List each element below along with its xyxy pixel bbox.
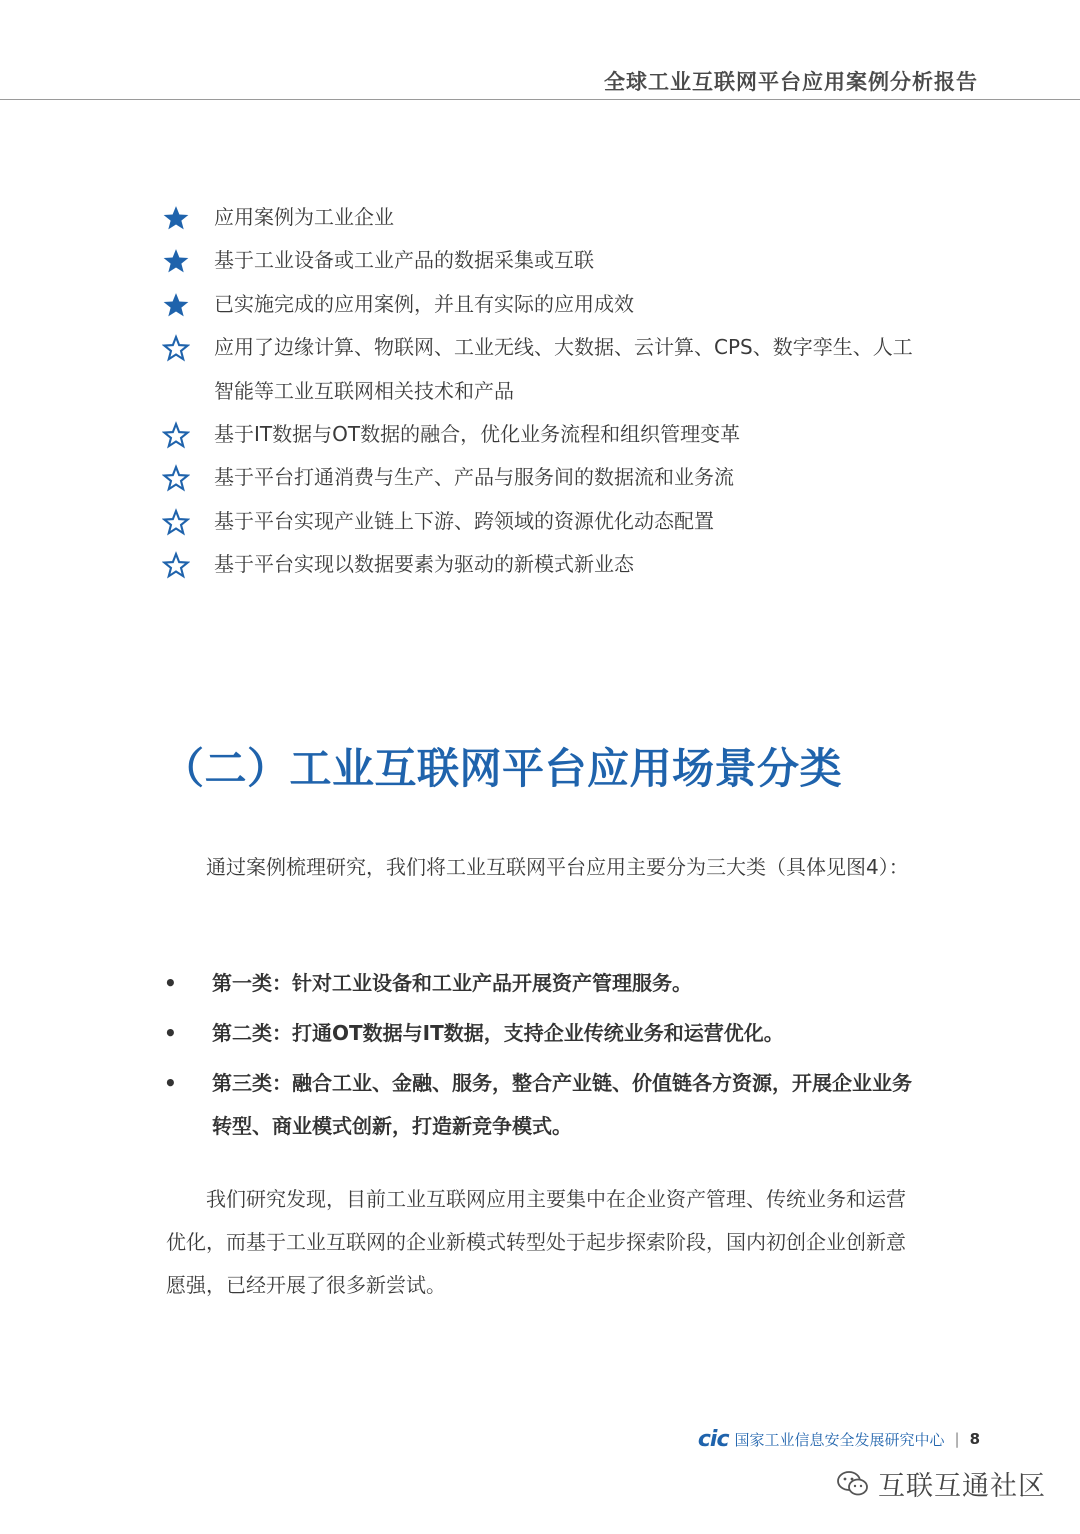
criteria-text: 已实施完成的应用案例，并且有实际的应用成效 bbox=[214, 291, 634, 316]
criteria-text: 基于IT数据与OT数据的融合，优化业务流程和组织管理变革 bbox=[214, 422, 741, 447]
page-number: 8 bbox=[969, 1430, 980, 1448]
report-title: 全球工业互联网平台应用案例分析报告 bbox=[604, 70, 978, 94]
section-heading: （二）工业互联网平台应用场景分类 bbox=[162, 744, 843, 793]
criteria-text: 应用案例为工业企业 bbox=[214, 205, 394, 229]
criteria-item bbox=[162, 283, 922, 326]
criteria-item bbox=[162, 413, 922, 456]
filled-star-icon bbox=[162, 247, 190, 275]
footer-separator: | bbox=[954, 1430, 960, 1448]
category-list bbox=[162, 962, 922, 1155]
outline-star-icon bbox=[162, 421, 190, 449]
header-divider bbox=[0, 99, 1080, 100]
bullet-dot: • bbox=[164, 1021, 177, 1045]
criteria-item bbox=[162, 239, 922, 282]
category-item bbox=[162, 962, 922, 1005]
criteria-item bbox=[162, 456, 922, 499]
category-text: 第一类：针对工业设备和工业产品开展资产管理服务。 bbox=[212, 971, 692, 995]
wechat-icon bbox=[836, 1470, 870, 1498]
page-footer bbox=[698, 1424, 980, 1454]
cic-logo: cic bbox=[697, 1426, 729, 1452]
organization-name: 国家工业信息安全发展研究中心 bbox=[734, 1430, 945, 1449]
watermark bbox=[836, 1464, 1046, 1503]
criteria-text: 基于平台实现以数据要素为驱动的新模式新业态 bbox=[214, 552, 634, 577]
criteria-item bbox=[162, 500, 922, 543]
category-item bbox=[162, 1062, 922, 1148]
outline-star-icon bbox=[162, 508, 190, 536]
category-item bbox=[162, 1012, 922, 1055]
criteria-text: 应用了边缘计算、物联网、工业无线、大数据、云计算、CPS、数字孪生、人工智能等工业互联网相关技术和产品 bbox=[214, 335, 913, 403]
bullet-dot: • bbox=[164, 1071, 177, 1095]
criteria-item bbox=[162, 196, 922, 239]
filled-star-icon bbox=[162, 204, 190, 232]
category-text: 第二类：打通OT数据与IT数据，支持企业传统业务和运营优化。 bbox=[212, 1021, 784, 1045]
criteria-text: 基于平台打通消费与生产、产品与服务间的数据流和业务流 bbox=[214, 465, 734, 490]
conclusion-paragraph: 我们研究发现，目前工业互联网应用主要集中在企业资产管理、传统业务和运营优化，而基于工业互联网的企业新模式转型处于起步探索阶段，国内初创企业创新意愿强，已经开展了很多新尝试。 bbox=[166, 1187, 906, 1297]
intro-paragraph: 通过案例梳理研究，我们将工业互联网平台应用主要分为三大类（具体见图4）： bbox=[206, 855, 909, 879]
bullet-dot: • bbox=[164, 971, 177, 995]
category-text: 第三类：融合工业、金融、服务，整合产业链、价值链各方资源，开展企业业务转型、商业模式创新，打造新竞争模式。 bbox=[212, 1071, 912, 1138]
criteria-text: 基于工业设备或工业产品的数据采集或互联 bbox=[214, 248, 594, 273]
criteria-list bbox=[162, 196, 922, 587]
watermark-text: 互联互通社区 bbox=[878, 1471, 1046, 1502]
filled-star-icon bbox=[162, 291, 190, 319]
criteria-text: 基于平台实现产业链上下游、跨领域的资源优化动态配置 bbox=[214, 508, 714, 533]
outline-star-icon bbox=[162, 334, 190, 362]
criteria-item bbox=[162, 326, 922, 413]
outline-star-icon bbox=[162, 551, 190, 579]
criteria-item bbox=[162, 543, 922, 586]
outline-star-icon bbox=[162, 464, 190, 492]
